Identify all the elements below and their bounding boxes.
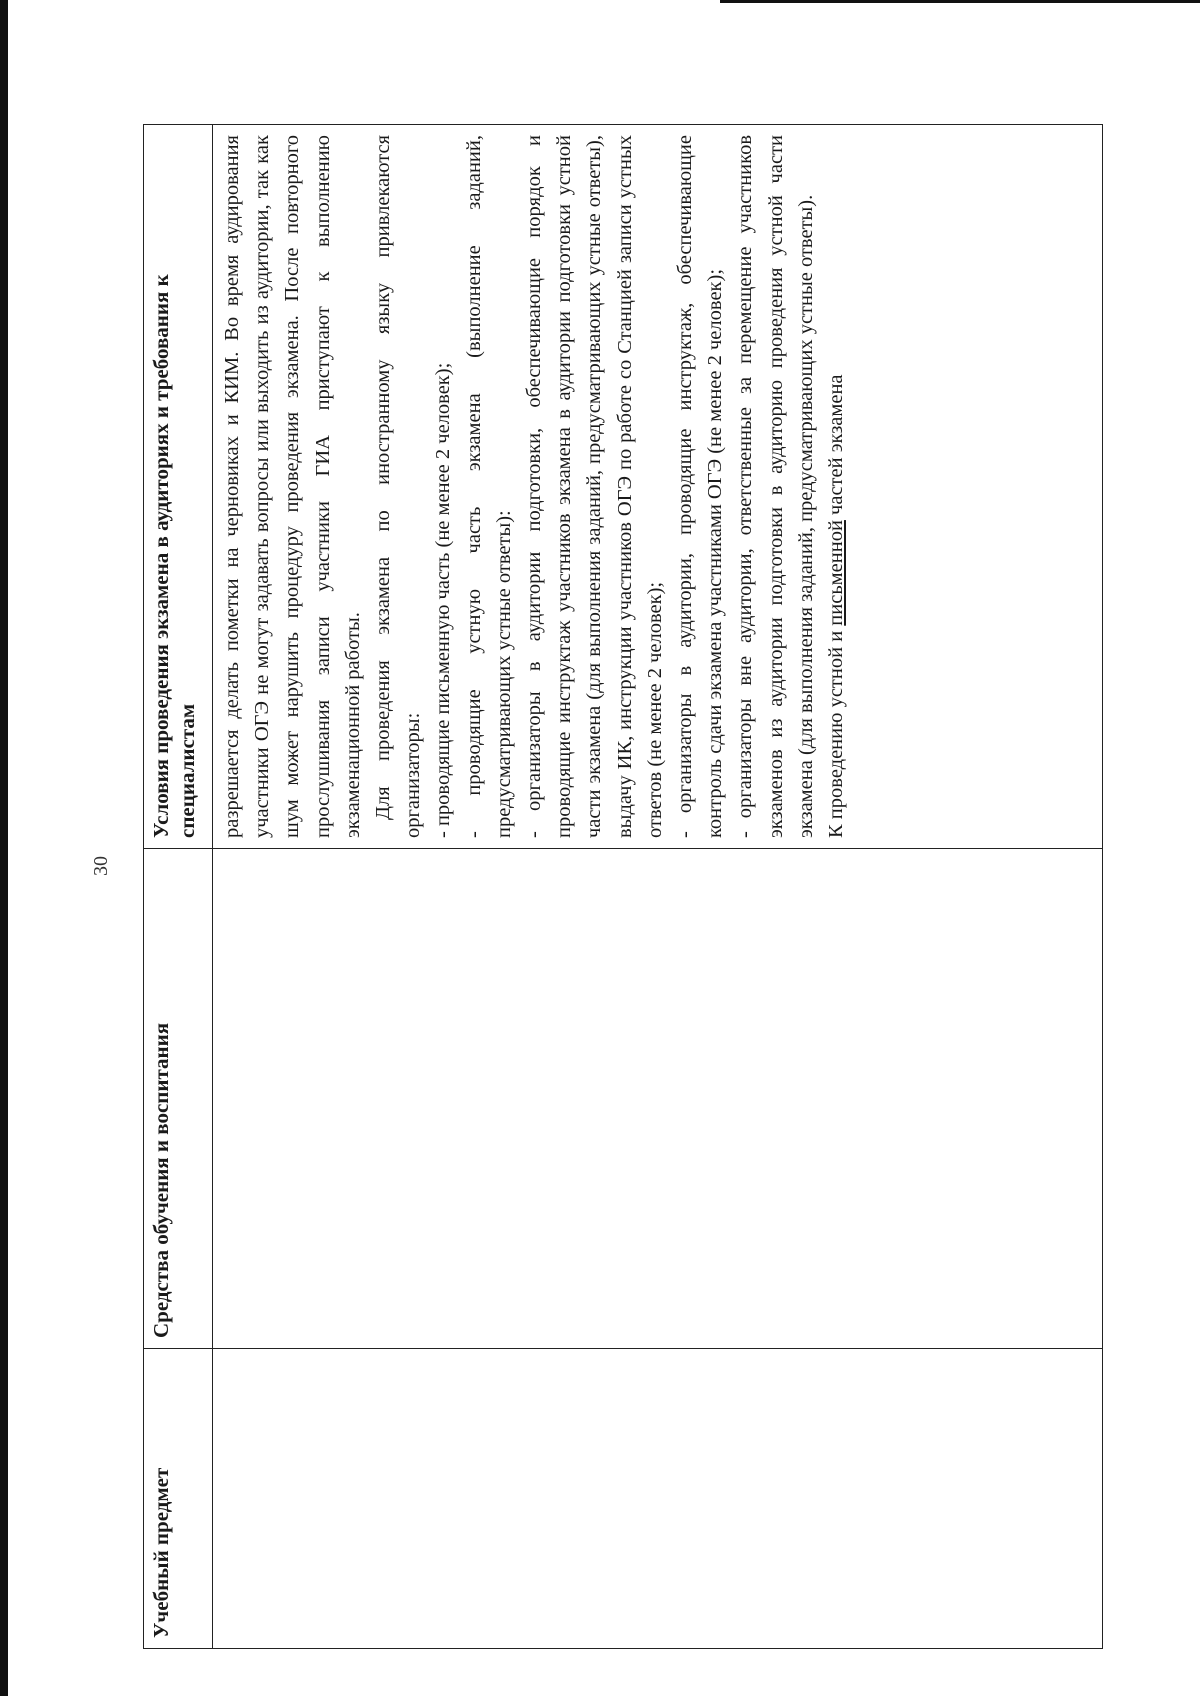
header-conditions: Условия проведения экзамена в аудиториях и требования к специалистам — [144, 125, 213, 849]
conditions-bullet-2: - проводящие устную часть экзамена (выполнение заданий, предусматривающих устные ответы): — [462, 135, 515, 838]
page-number: 30 — [90, 856, 112, 876]
table-header-row — [144, 125, 213, 1649]
conditions-bullet-3: - организаторы в аудитории подготовки, обеспечивающие порядок и проводящие инструктаж участников экзамена в аудитории подготовки устной части экзамена (для выполнения заданий, предусматривающих устные ответы), выдачу ИК, инструкции участников ОГЭ по работе со Станцией записи устных ответов (не менее 2 человек); — [523, 135, 666, 838]
cell-means — [213, 849, 1103, 1349]
cell-subject — [213, 1349, 1103, 1649]
header-subject: Учебный предмет — [144, 1349, 213, 1649]
p3-end: частей экзамена — [825, 374, 848, 521]
conditions-bullet-1: - проводящие письменную часть (не менее 2 человек); — [432, 362, 455, 838]
exam-conditions-table — [143, 124, 1103, 1649]
conditions-bullet-5: - организаторы вне аудитории, ответственные за перемещение участников экзаменов из аудитории подготовки в аудиторию проведения устной части экзамена (для выполнения заданий, предусматривающих устные ответы). — [734, 135, 817, 838]
conditions-bullet-4: - организаторы в аудитории, проводящие инструктаж, обеспечивающие контроль сдачи экзамена участниками ОГЭ (не менее 2 человек); — [674, 135, 727, 838]
header-means: Средства обучения и воспитания — [144, 849, 213, 1349]
conditions-paragraph-2: Для проведения экзамена по иностранному языку привлекаются организаторы: — [372, 135, 425, 838]
cell-conditions — [213, 125, 1103, 849]
p3-start: К проведению устной и — [825, 625, 848, 838]
conditions-paragraph-1: разрешается делать пометки на черновиках и КИМ. Во время аудирования участники ОГЭ не могут задавать вопросы или выходить из аудитории, так как шум может нарушить процедуру проведения экзамена. После повторного прослушивания записи участники ГИА приступают к выполнению экзаменационной работы. — [221, 135, 364, 838]
p3-underlined: письменной — [825, 520, 848, 626]
conditions-paragraph-3 — [821, 135, 851, 838]
table-row — [213, 125, 1103, 1649]
